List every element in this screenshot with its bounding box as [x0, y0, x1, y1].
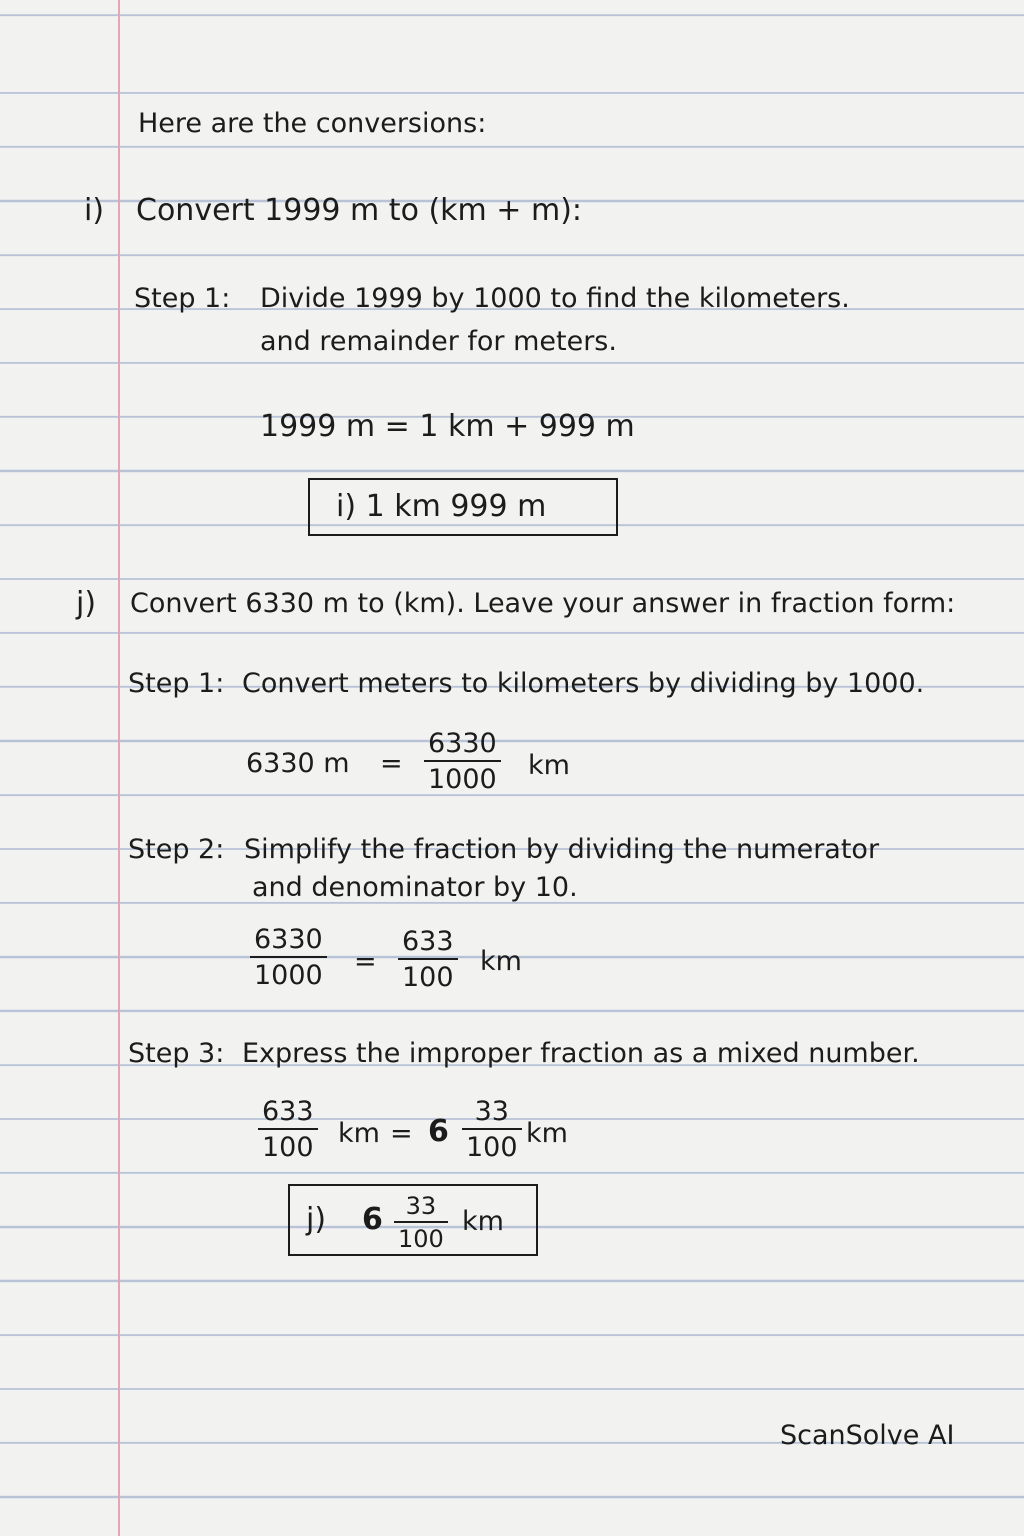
part-j-step1-line1: Convert meters to kilometers by dividing by 1000. [242, 668, 925, 699]
part-i-answer-box [308, 478, 618, 536]
fraction-denominator: 100 [466, 1132, 518, 1163]
part-i-step1-line2: and remainder for meters. [260, 326, 617, 357]
watermark: ScanSolve AI [780, 1420, 955, 1451]
fraction-numerator: 633 [402, 926, 454, 957]
margin-line [118, 0, 120, 1536]
part-j-step3-whole: 6 [428, 1114, 449, 1149]
part-j-label: j) [76, 586, 97, 621]
fraction-numerator: 33 [474, 1096, 509, 1127]
part-i-equation: 1999 m = 1 km + 999 m [260, 409, 635, 444]
part-j-answer-fraction [394, 1194, 448, 1251]
fraction-denominator: 1000 [254, 960, 323, 991]
part-j-step2-line2: and denominator by 10. [252, 872, 578, 903]
part-j-answer-prefix: j) [306, 1202, 327, 1237]
part-j-step1-label: Step 1: [128, 668, 225, 699]
part-j-step2-eq-sign: = [354, 946, 377, 977]
part-j-step2-unit: km [480, 946, 522, 977]
part-j-step3-label: Step 3: [128, 1038, 225, 1069]
part-j-step3-right-fraction [462, 1098, 522, 1161]
fraction-denominator: 1000 [428, 764, 497, 795]
part-j-step2-right-fraction [398, 928, 458, 991]
part-j-step2-label: Step 2: [128, 834, 225, 865]
fraction-denominator: 100 [262, 1132, 314, 1163]
part-j-step1-eq-sign: = [380, 748, 403, 779]
part-j-answer-unit: km [462, 1206, 504, 1237]
fraction-denominator: 100 [398, 1225, 444, 1253]
part-j-step2-line1: Simplify the fraction by dividing the numerator [244, 834, 880, 865]
part-j-step3-right-unit: km [526, 1118, 568, 1149]
part-j-step3-eq-sign: = [390, 1118, 413, 1149]
part-j-step2-left-fraction [250, 926, 327, 989]
part-i-prompt: Convert 1999 m to (km + m): [136, 193, 583, 228]
part-j-step3-line1: Express the improper fraction as a mixed number. [242, 1038, 920, 1069]
intro-text: Here are the conversions: [138, 108, 487, 139]
part-j-answer-whole: 6 [362, 1202, 383, 1237]
part-j-step3-left-unit: km [338, 1118, 380, 1149]
part-j-step3-left-fraction [258, 1098, 318, 1161]
part-j-answer-box [288, 1184, 538, 1256]
fraction-numerator: 633 [262, 1096, 314, 1127]
fraction-denominator: 100 [402, 962, 454, 993]
fraction-numerator: 6330 [428, 728, 497, 759]
part-i-step1-label: Step 1: [134, 283, 231, 314]
part-i-step1-line1: Divide 1999 by 1000 to find the kilometers. [260, 283, 850, 314]
part-j-step1-unit: km [528, 750, 570, 781]
part-j-step1-fraction [424, 730, 501, 793]
part-j-step1-eq-left: 6330 m [246, 748, 350, 779]
part-i-answer: i) 1 km 999 m [336, 489, 547, 524]
fraction-numerator: 6330 [254, 924, 323, 955]
part-j-prompt: Convert 6330 m to (km). Leave your answer in fraction form: [130, 588, 956, 619]
fraction-numerator: 33 [405, 1192, 437, 1220]
part-i-label: i) [84, 193, 105, 228]
